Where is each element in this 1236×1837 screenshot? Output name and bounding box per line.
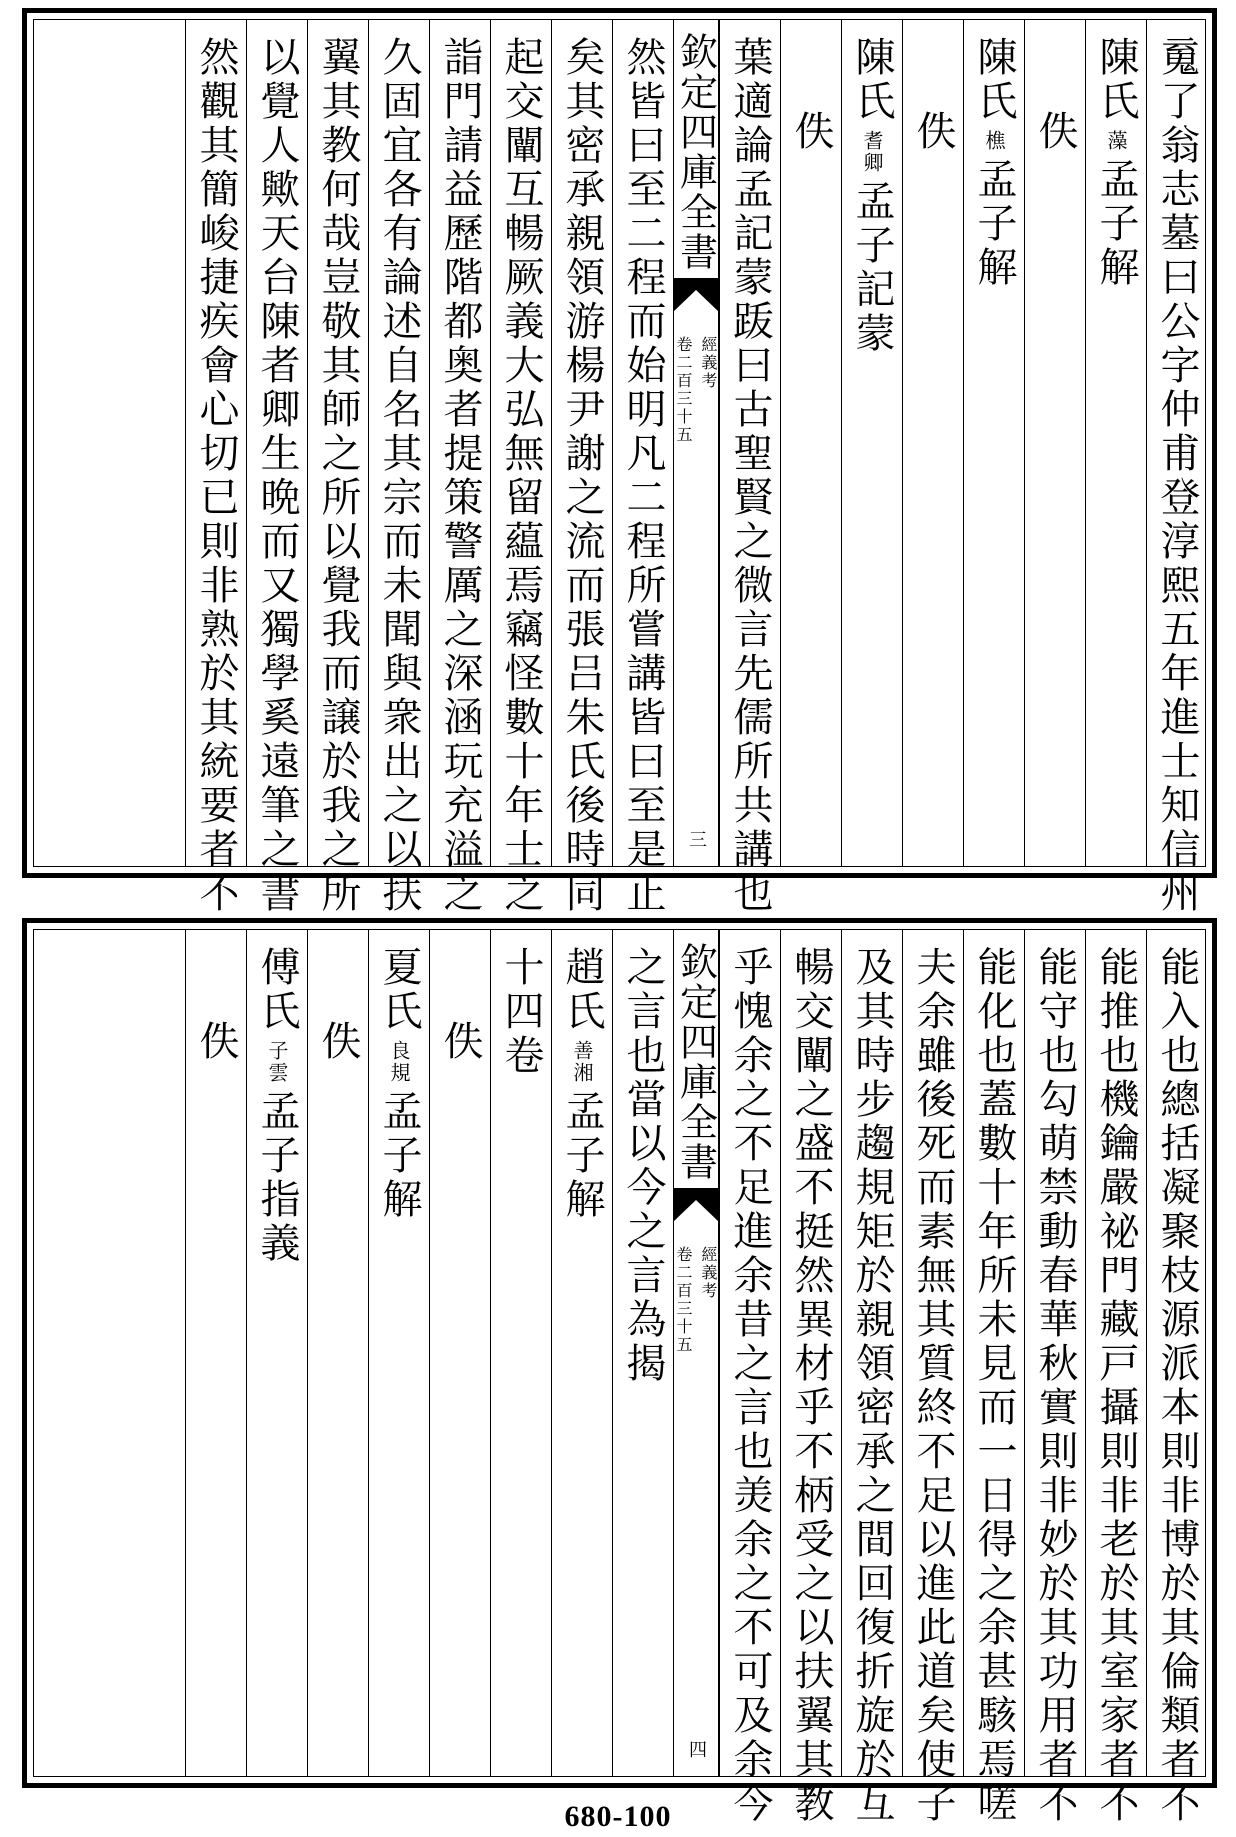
text-column [1024, 930, 1085, 1826]
text-column [368, 20, 429, 916]
text-column [841, 20, 902, 866]
page-footer-number: 680-100 [564, 1800, 672, 1833]
text-column [719, 20, 780, 916]
entry-heading [849, 36, 895, 356]
author-given-name-note: 良規 [387, 1040, 411, 1084]
author-given-name-note: 耆卿 [860, 130, 884, 174]
text-column [307, 930, 368, 1776]
column-text: 能守也勾萌禁動春華秋實則非妙於其功用者不 [1032, 946, 1078, 1826]
page-top-frame [33, 19, 1206, 916]
text-column [1146, 930, 1207, 1826]
center-fold-band [673, 930, 719, 1776]
column-text: 能推也機鑰嚴祕門藏戸攝則非老於其室家者不 [1093, 946, 1139, 1826]
column-text: 十四卷 [498, 946, 544, 1078]
leaf-number: 四 [686, 1740, 707, 1758]
column-text: 起交闡互暢厥義大弘無留藴焉竊怪數十年士之 [498, 36, 544, 916]
book-title: 欽定四庫全書 [673, 942, 718, 1182]
text-column [246, 20, 307, 916]
column-text: 佚 [1032, 110, 1078, 154]
text-column [307, 20, 368, 916]
text-column [612, 930, 673, 1776]
column-text: 能化也蓋數十年所未見而一日得之余甚駭焉嗟 [971, 946, 1017, 1826]
column-text: 佚 [437, 1020, 483, 1064]
entry-heading [1093, 36, 1139, 290]
text-column [1085, 20, 1146, 866]
work-title: 孟子解 [376, 1090, 422, 1222]
text-column [490, 930, 551, 1776]
entry-heading [254, 946, 300, 1266]
text-column [368, 930, 429, 1776]
text-column [612, 20, 673, 916]
book-title: 欽定四庫全書 [673, 32, 718, 272]
column-text: 葉適論孟記蒙䟦曰古聖賢之微言先儒所共講也 [727, 36, 773, 916]
author-given-name-note: 善湘 [570, 1040, 594, 1084]
center-fold-band [673, 20, 719, 866]
column-text: 䰟了翁志墓曰公字仲甫登淳熙五年進士知信州 [1154, 36, 1200, 916]
column-text: 佚 [315, 1020, 361, 1064]
column-text: 能入也總括凝聚枝源派本則非博於其倫類者不 [1154, 946, 1200, 1826]
author-name: 夏氏 [376, 946, 422, 1034]
text-column [551, 20, 612, 916]
column-text: 詣門請益歷階都奥者提策警厲之深涵玩充溢之 [437, 36, 483, 916]
column-text: 夫余雖後死而素無其質終不足以進此道矣使子 [910, 946, 956, 1826]
author-given-name-note: 樵 [982, 130, 1006, 152]
fishtail-mark-icon [673, 278, 719, 312]
entry-heading [559, 946, 605, 1222]
column-text: 矣其密承親領游楊尹謝之流而張吕朱氏後時同 [559, 36, 605, 916]
volume-info-text: 經義考 [699, 336, 718, 390]
text-column [246, 930, 307, 1776]
author-name: 趙氏 [559, 946, 605, 1034]
work-title: 孟子解 [971, 158, 1017, 290]
column-text: 以覺人歟天台陳者卿生晩而又獨學奚遠筆之書 [254, 36, 300, 916]
author-name: 陳氏 [849, 36, 895, 124]
text-column [185, 20, 246, 916]
text-column [963, 930, 1024, 1826]
author-given-name-note: 藻 [1104, 130, 1128, 152]
text-column [780, 20, 841, 866]
column-text: 然觀其簡峻捷疾會心切已則非熟於其統要者不 [193, 36, 239, 916]
volume-info-text: 卷二百三十五 [674, 1246, 693, 1354]
entry-heading [376, 946, 422, 1222]
text-column [902, 20, 963, 866]
work-title: 孟子解 [559, 1090, 605, 1222]
text-column [1146, 20, 1207, 916]
work-title: 孟子記蒙 [849, 180, 895, 356]
column-text: 然皆曰至二程而始明凡二程所嘗講皆曰至是止 [620, 36, 666, 916]
author-name: 陳氏 [971, 36, 1017, 124]
text-column [429, 930, 490, 1776]
column-text: 翼其教何哉豈敬其師之所以覺我而譲於我之所 [315, 36, 361, 916]
column-text: 之言也當以今之言為揭 [620, 946, 666, 1386]
text-column [841, 930, 902, 1826]
column-text: 久固宜各有論述自名其宗而未聞與衆出之以扶 [376, 36, 422, 916]
work-title: 孟子指義 [254, 1090, 300, 1266]
text-column [185, 930, 246, 1776]
leaf-number: 三 [686, 830, 707, 848]
column-text: 佚 [788, 110, 834, 154]
column-text: 及其時步趨規矩於親領密承之間回復折旋於互 [849, 946, 895, 1826]
text-column [551, 930, 612, 1776]
text-column [902, 930, 963, 1826]
volume-info-text: 經義考 [699, 1246, 718, 1300]
column-text: 乎愧余之不足進余昔之言也羙余之不可及余今 [727, 946, 773, 1826]
text-column [1085, 930, 1146, 1826]
text-column [429, 20, 490, 916]
text-column [1024, 20, 1085, 866]
volume-info-text: 卷二百三十五 [674, 336, 693, 444]
column-text: 佚 [910, 110, 956, 154]
text-column [963, 20, 1024, 866]
text-column [490, 20, 551, 916]
volume-info [672, 336, 720, 444]
page-top [22, 8, 1217, 916]
text-column [780, 930, 841, 1826]
fishtail-mark-icon [673, 1188, 719, 1222]
text-column [719, 930, 780, 1826]
column-text: 暢交闡之盛不挺然異材乎不柄受之以扶翼其教 [788, 946, 834, 1826]
author-name: 陳氏 [1093, 36, 1139, 124]
work-title: 孟子解 [1093, 158, 1139, 290]
author-given-name-note: 子雲 [265, 1040, 289, 1084]
volume-info [672, 1246, 720, 1354]
author-name: 傅氏 [254, 946, 300, 1034]
entry-heading [971, 36, 1017, 290]
column-text: 佚 [193, 1020, 239, 1064]
